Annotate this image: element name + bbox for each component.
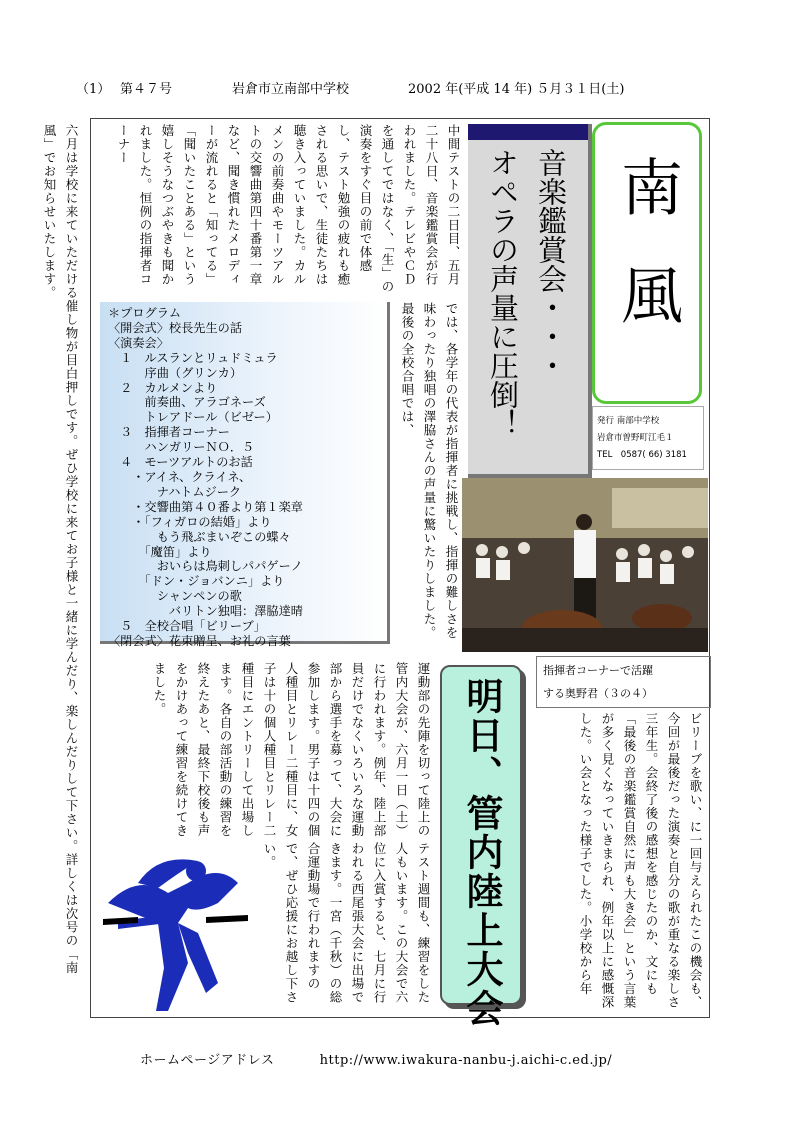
- program-line: 〈演奏会〉: [108, 335, 169, 350]
- masthead: [592, 122, 702, 404]
- article1-headline2: オペラの声量に圧倒！: [486, 148, 520, 438]
- program-line: ２ カルメンより: [108, 380, 218, 395]
- program-line: おいらは鳥刺しパパゲーノ: [108, 559, 303, 574]
- program-line: バリトン独唱：澤脇達晴: [108, 604, 303, 619]
- program-line: ・「フィガロの結婚」より: [108, 514, 272, 529]
- program-box: [100, 302, 390, 648]
- publisher-address: 岩倉市曽野町江毛１: [597, 433, 674, 443]
- article2-headline: 明日、管内陸上大会: [460, 677, 503, 1028]
- program-line: ・交響曲第４０番より第１楽章: [108, 499, 303, 514]
- photo-caption: [536, 656, 711, 708]
- program-line: 〈開会式〉校長先生の話: [108, 320, 243, 335]
- homepage-address: [140, 1049, 612, 1068]
- program-line: 〈閉会式〉花束贈呈、お礼の言葉: [108, 633, 291, 648]
- publisher-name: 発行 南部中学校: [597, 416, 660, 426]
- program-line: ナハトムジーク: [108, 484, 242, 499]
- program-line: ・アイネ、クライネ、: [108, 469, 252, 484]
- article2-text-continued: テスト週間も、練習をした人もいます。この大会で六位に入賞すると、七月に行われる西尾張大会に出場できます。一宮（千秋）の総合運動場で行われますので、ぜひ応援にお越し下さい。: [262, 842, 431, 1004]
- photo-caption-line1: 指揮者コーナーで活躍: [543, 664, 653, 677]
- program-lines: [108, 306, 379, 649]
- program-line: トレアドール（ビゼー）: [108, 410, 278, 425]
- notice: [36, 124, 82, 1036]
- article2-text: 運動部の先陣を切って陸上の管内大会が、六月一日（土）に行われます。例年、陸上部員だけでなくいろいろな運動部から選手を募って、大会に参加します。男子は十四の個人種目とリレー二種目に、女子は十の個人種目とリレー二種目にエントリーして出場します。各自の部活動の練習を終えたあと、最終下校後も声をかけあって練習を続けてきました。: [152, 662, 431, 838]
- article2-headline-box: [440, 665, 522, 1028]
- program-line: もう飛ぶまいぞこの蝶々: [108, 529, 291, 544]
- article1-headline-box: [468, 124, 592, 478]
- homepage-url[interactable]: http://www.iwakura-nanbu-j.aichi-c.ed.jp/: [319, 1053, 613, 1068]
- runner-illustration: [98, 843, 256, 1013]
- program-line: 前奏曲、アラゴネーズ: [108, 395, 266, 410]
- notice-line2: 風」でお知らせいたします。: [42, 124, 57, 300]
- article1-text-bottom: ビリーブを歌い、に一回与えられたこの機会も、今回が最後だった演奏と自分の歌が重なる楽しさ三年生。会終了後の感想を感じたのか、文にも「最後の音楽鑑賞自然に声も大き会」という言葉が多く見くなっていきまられ、例年以上に感慨深した。い会となった様子でした。小学校から年: [578, 712, 703, 1009]
- program-line: ハンガリーＮＯ．５: [108, 440, 255, 455]
- program-line: ３ 指揮者コーナー: [108, 425, 230, 440]
- article1-text-mid: では、各学年の代表が指揮者に挑戦し、指揮の難しさを味わったり独唱の澤脇さんの声量に驚いたりしました。最後の全校合唱では、: [400, 302, 459, 640]
- article1-headline1: 音楽鑑賞会・・・: [534, 148, 568, 380]
- program-line: 「ドン・ジョバンニ」より: [108, 574, 285, 589]
- issue-date: 2002 年(平成 14 年) ５月３１日(土): [408, 82, 625, 97]
- page-number: （1）: [76, 82, 111, 97]
- publisher-box: [592, 406, 704, 470]
- issue-number: 第４７号: [120, 82, 173, 97]
- program-line: １ ルスランとリュドミュラ: [108, 350, 278, 365]
- program-line: 「魔笛」より: [108, 544, 212, 559]
- article1-text-upper: 中間テストの二日目、五月二十八日、音楽鑑賞会が行われました。テレビやＣＤを通してではなく、「生」の演奏をすぐ目の前で体感し、テスト勉強の疲れも癒される思いで、生徒たちは聴き入っていました。カルメンの前奏曲やモーツアルトの交響曲第四十番第一章など、聞き慣れたメロディーが流れると「知ってる」「聞いたことある」という嬉しそうなつぶやきも聞かれました。恒例の指揮者コーナー: [116, 124, 461, 294]
- school-name: 岩倉市立南部中学校: [232, 82, 350, 97]
- program-line: ＊プログラム: [108, 306, 182, 320]
- photo-caption-line2: する奥野君（３の４）: [543, 687, 653, 700]
- masthead-title: 南風: [610, 155, 684, 371]
- concert-photo: [462, 478, 708, 652]
- program-line: ５ 全校合唱「ビリーブ」: [108, 619, 266, 634]
- publisher-tel: TEL 0587( 66) 3181: [597, 450, 687, 460]
- concert-photo-graphic: [462, 478, 708, 652]
- headline-bar: [468, 124, 588, 140]
- program-line: 序曲（グリンカ）: [108, 365, 243, 380]
- program-line: ４ モーツアルトのお話: [108, 455, 253, 470]
- notice-line1: 六月は学校に来ていただける催し物が目白押しです。ぜひ学校に来てお子様と一緒に学んだり、楽しんだりして下さい。詳しくは次号の「南: [64, 124, 79, 975]
- program-line: シャンペンの歌: [108, 589, 242, 604]
- homepage-label: ホームページアドレス: [140, 1053, 275, 1068]
